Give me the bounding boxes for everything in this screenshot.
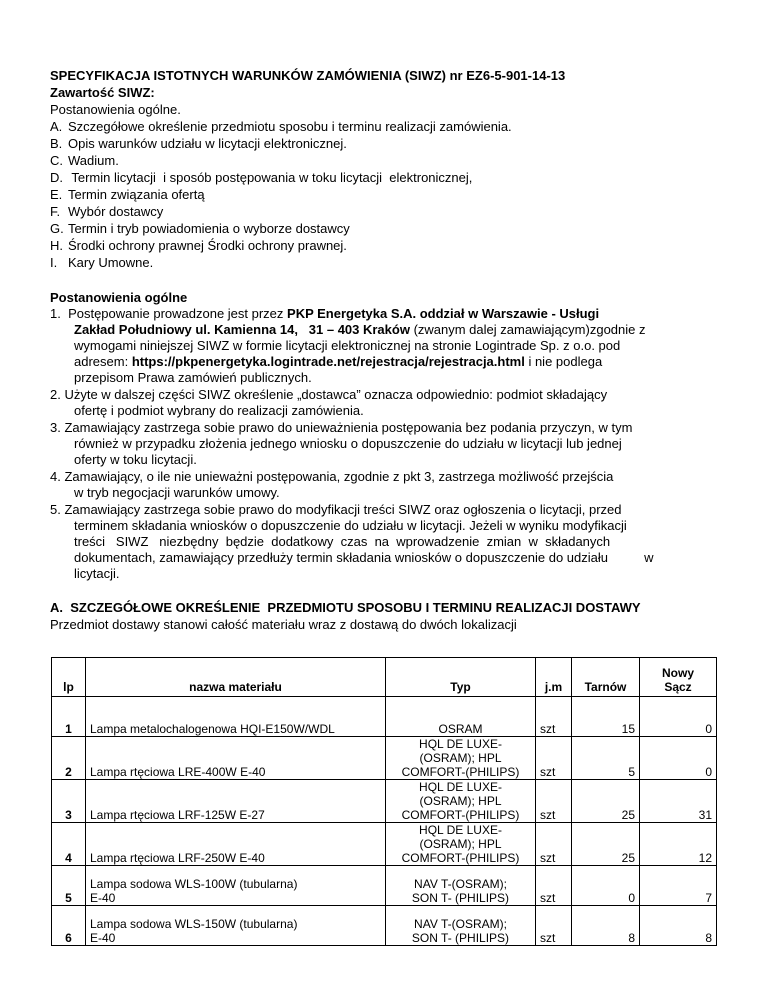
section-a-heading: A. SZCZEGÓŁOWE OKREŚLENIE PRZEDMIOTU SPOSOBU I TERMINU REALIZACJI DOSTAWY [50, 600, 641, 615]
contents-item: C. Wadium. [50, 153, 119, 168]
contents-intro: Postanowienia ogólne. [50, 102, 181, 117]
table-row: 4 Lampa rtęciowa LRF-250W E-40 HQL DE LUXE- (OSRAM); HPL COMFORT-(PHILIPS) szt 25 12 [52, 823, 717, 866]
general-heading: Postanowienia ogólne [50, 290, 188, 305]
contents-item: F. Wybór dostawcy [50, 204, 164, 219]
contents-item: D. Termin licytacji i sposób postępowania w toku licytacji elektronicznej, [50, 170, 473, 185]
table-row: 2 Lampa rtęciowa LRE-400W E-40 HQL DE LUXE- (OSRAM); HPL COMFORT-(PHILIPS) szt 5 0 [52, 737, 717, 780]
registration-link[interactable]: https://pkpenergetyka.logintrade.net/rejestracja/rejestracja.html [131, 354, 525, 369]
document-title: SPECYFIKACJA ISTOTNYCH WARUNKÓW ZAMÓWIENIA (SIWZ) nr EZ6-5-901-14-13 [50, 68, 566, 83]
general-point-5: 5. Zamawiający zastrzega sobie prawo do modyfikacji treści SIWZ oraz ogłoszenia o licytacji, przed terminem składania wniosków o dopuszczenie do udziału w licytacji. Jeżeli w wyniku modyfikacji treści SIWZ niezbędny będzie dodatkowy czas na wprowadzenie zmian w składanych dokumentach, zamawiający przedłuży termin składania wniosków o dopuszczenie do udziału w licytacji. [50, 502, 654, 581]
contents-item: I. Kary Umowne. [50, 255, 154, 270]
contents-heading: Zawartość SIWZ: [50, 85, 155, 100]
contents-item: E. Termin związania ofertą [50, 187, 205, 202]
general-point-2: 2. Użyte w dalszej części SIWZ określenie „dostawca” oznacza odpowiednio: podmiot składający ofertę i podmiot wybrany do realizacji zamówienia. [50, 387, 608, 418]
materials-table [51, 657, 717, 946]
general-point-1: 1. Postępowanie prowadzone jest przez PKP Energetyka S.A. oddział w Warszawie - Usługi Zakład Południowy ul. Kamienna 14, 31 – 403 Kraków (zwanym dalej zamawiającym)zgodnie z wymogami niniejszej SIWZ w formie licytacji elektronicznej na stronie Logintrade Sp. z o.o. pod adresem: https://pkpenergetyka.logintrade.net/rejestracja/rejestracja.html i nie podlega przepisom Prawa zamówień publicznych. [50, 306, 646, 385]
table-row: 3 Lampa rtęciowa LRF-125W E-27 HQL DE LUXE- (OSRAM); HPL COMFORT-(PHILIPS) szt 25 31 [52, 780, 717, 823]
general-point-4: 4. Zamawiający, o ile nie unieważni postępowania, zgodnie z pkt 3, zastrzega możliwość przejścia w tryb negocjacji warunków umowy. [50, 469, 614, 500]
header-name: nazwa materiału [86, 658, 386, 697]
header-tarnow: Tarnów [572, 658, 640, 697]
header-nowy-sacz: Nowy Sącz [640, 658, 717, 697]
header-type: Typ [386, 658, 536, 697]
general-point-3: 3. Zamawiający zastrzega sobie prawo do unieważnienia postępowania bez podania przyczyn, w tym również w przypadku złożenia jednego wniosku o dopuszczenie do udziału w licytacji lub jednej oferty w toku licytacji. [50, 420, 633, 467]
table-row: 5 Lampa sodowa WLS-100W (tubularna) E-40 NAV T-(OSRAM); SON T- (PHILIPS) szt 0 7 [52, 866, 717, 906]
header-unit: j.m [536, 658, 572, 697]
contents-item: H. Środki ochrony prawnej Środki ochrony prawnej. [50, 238, 347, 253]
contents-item: G. Termin i tryb powiadomienia o wyborze dostawcy [50, 221, 350, 236]
header-lp: lp [52, 658, 86, 697]
table-row: 6 Lampa sodowa WLS-150W (tubularna) E-40 NAV T-(OSRAM); SON T- (PHILIPS) szt 8 8 [52, 906, 717, 946]
table-row: 1 Lampa metalochalogenowa HQI-E150W/WDL OSRAM szt 15 0 [52, 697, 717, 737]
table-header-row [52, 658, 717, 697]
section-a-intro: Przedmiot dostawy stanowi całość materiału wraz z dostawą do dwóch lokalizacji [50, 617, 517, 632]
contents-item: A. Szczegółowe określenie przedmiotu sposobu i terminu realizacji zamówienia. [50, 119, 512, 134]
contents-item: B. Opis warunków udziału w licytacji elektronicznej. [50, 136, 347, 151]
